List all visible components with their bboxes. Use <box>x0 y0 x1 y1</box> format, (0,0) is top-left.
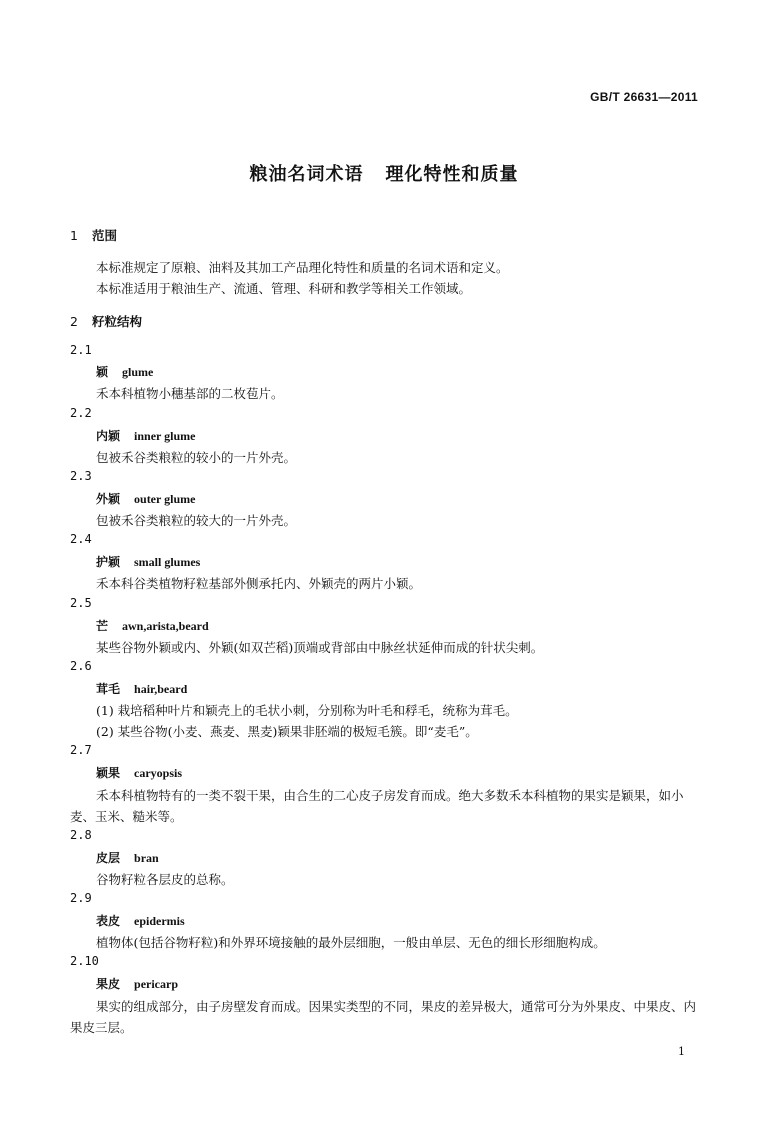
page-number: 1 <box>678 1045 685 1058</box>
entry-number: 2.3 <box>70 469 92 483</box>
entry-term: 茸毛 hair,beard <box>96 682 188 696</box>
entry-number: 2.7 <box>70 743 92 757</box>
entry-term: 外颖 outer glume <box>96 492 196 506</box>
entry-definition: 包被禾谷类粮粒的较大的一片外壳。 <box>96 513 297 528</box>
entry-definition: 禾本科植物小穗基部的二枚苞片。 <box>96 386 284 401</box>
entry-definition: (2) 某些谷物(小麦、燕麦、黑麦)颖果非胚端的极短毛簇。即“麦毛”。 <box>96 724 478 739</box>
title-part-2: 理化特性和质量 <box>385 164 519 185</box>
entry-term: 芒 awn,arista,beard <box>96 619 209 633</box>
section-heading-grain-structure: 2 籽粒结构 <box>70 314 143 329</box>
entry-term: 护颖 small glumes <box>96 555 201 569</box>
entry-number: 2.1 <box>70 343 92 357</box>
entry-number: 2.10 <box>70 954 99 968</box>
entry-term: 颖果 caryopsis <box>96 766 183 780</box>
entry-term: 果皮 pericarp <box>96 977 179 991</box>
entry-number: 2.2 <box>70 406 92 420</box>
entry-definition: 包被禾谷类粮粒的较小的一片外壳。 <box>96 450 297 465</box>
entry-term: 内颖 inner glume <box>96 429 196 443</box>
entry-term: 皮层 bran <box>96 851 159 865</box>
entry-definition: 禾本科植物特有的一类不裂干果，由合生的二心皮子房发育而成。绝大多数禾本科植物的果实是颖果，如小麦、玉米、糙米等。 <box>70 788 684 824</box>
entry-number: 2.8 <box>70 828 92 842</box>
entry-term: 颖 glume <box>96 365 154 379</box>
entry-definition: 植物体(包括谷物籽粒)和外界环境接触的最外层细胞，一般由单层、无色的细长形细胞构成。 <box>96 935 606 950</box>
scope-paragraph: 本标准规定了原粮、油料及其加工产品理化特性和质量的名词术语和定义。 <box>96 260 509 275</box>
scope-paragraph: 本标准适用于粮油生产、流通、管理、科研和教学等相关工作领域。 <box>96 281 472 296</box>
entry-number: 2.4 <box>70 532 92 546</box>
entry-number: 2.6 <box>70 659 92 673</box>
entry-term: 表皮 epidermis <box>96 914 185 928</box>
entry-number: 2.5 <box>70 596 92 610</box>
entry-definition: 谷物籽粒各层皮的总称。 <box>96 872 234 887</box>
entry-number: 2.9 <box>70 891 92 905</box>
title-part-1: 粮油名词术语 <box>249 164 364 185</box>
section-heading-scope: 1 范围 <box>70 228 118 243</box>
entry-definition: 禾本科谷类植物籽粒基部外侧承托内、外颖壳的两片小颖。 <box>96 576 422 591</box>
entry-definition: (1) 栽培稻种叶片和颖壳上的毛状小刺，分别称为叶毛和稃毛，统称为茸毛。 <box>96 703 518 718</box>
entry-definition: 果实的组成部分，由子房壁发育而成。因果实类型的不同，果皮的差异极大，通常可分为外果皮、中果皮、内果皮三层。 <box>70 999 697 1035</box>
document-title <box>0 160 768 186</box>
standard-code: GB/T 26631—2011 <box>590 90 698 104</box>
entry-definition: 某些谷物外颖或内、外颖(如双芒稻)顶端或背部由中脉丝状延伸而成的针状尖刺。 <box>96 640 544 655</box>
